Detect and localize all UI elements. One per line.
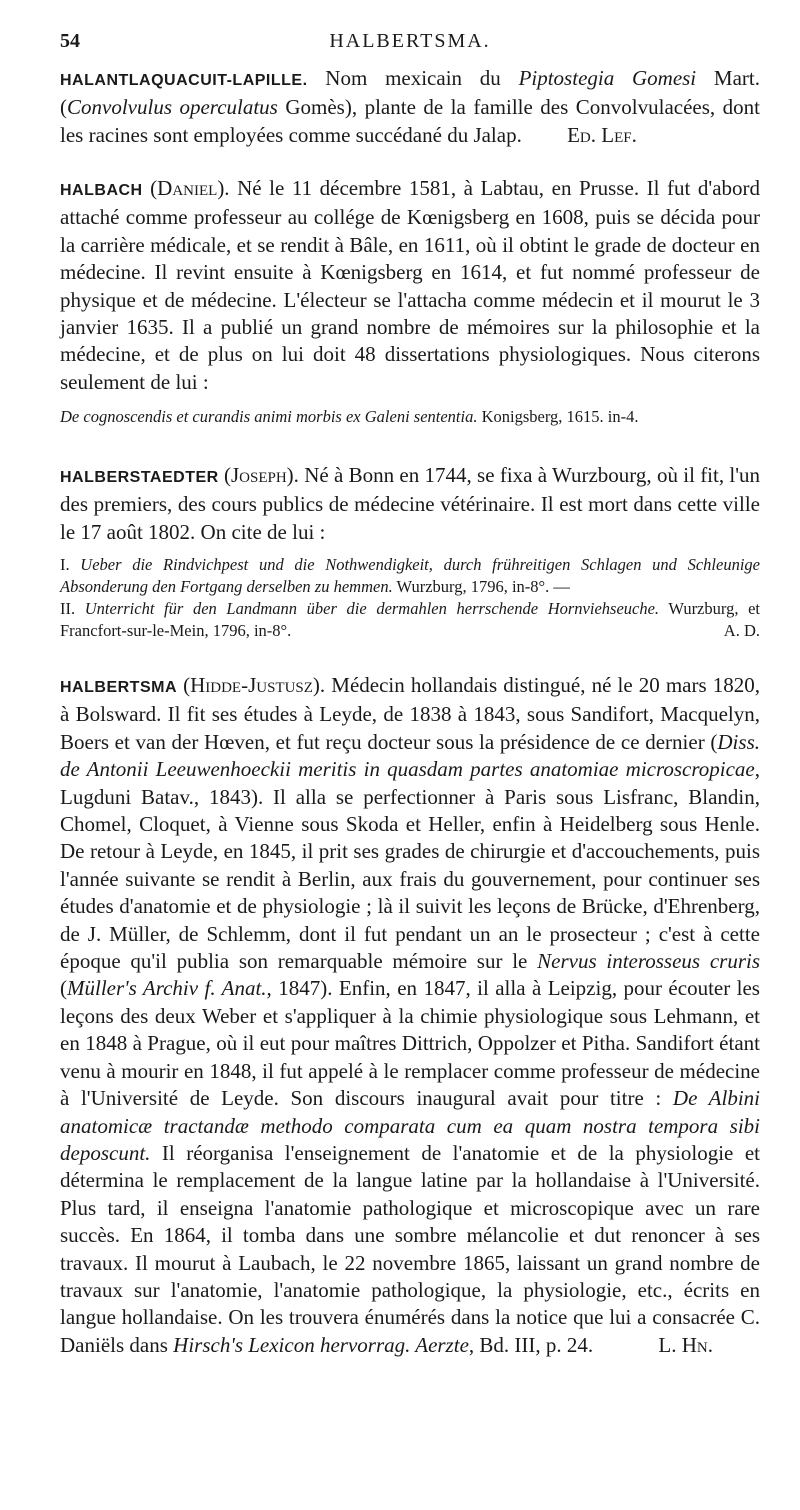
page-number: 54 — [60, 30, 80, 52]
headword: HALBACH — [60, 182, 143, 199]
entry-body: HALBACH (Daniel). Né le 11 décembre 1581, à Labtau, en Prusse. Il fut d'abord attaché comme professeur au collége de Kœnigsberg en 1608, puis se décida pour la carrière médicale, et se rendit à Bâle, en 1611, où il obtint le grade de docteur en médecine. Il revint ensuite à Kœnigsberg en 1614, et fut nommé professeur de physique et de médecine. L'électeur se l'attacha comme médecin et il mourut le 3 janvier 1635. Il a publié un grand nombre de mémoires sur la philosophie et la médecine, et de plus on lui doit 48 dissertations physiologiques. Nous citerons seulement de lui : — [60, 176, 761, 394]
entry-halbach — [60, 175, 760, 428]
headword: HALANTLAQUACUIT-LAPILLE. — [60, 72, 308, 89]
entry-halantlaquacuit — [60, 65, 760, 149]
forename: (Hidde-Justusz). — [183, 673, 326, 697]
author-signature: Ed. Lef. — [567, 122, 637, 147]
author-signature: A. D. — [723, 621, 760, 641]
running-title: HALBERTSMA. — [329, 30, 491, 52]
headword: HALBERSTAEDTER — [60, 469, 219, 486]
page-header — [60, 30, 760, 60]
entry-body: HALANTLAQUACUIT-LAPILLE. Nom mexicain du Piptostegia Gomesi Mart. (Convolvulus operculatus Gomès), plante de la famille des Convolvulacées, dont les racines sont employées comme succédané du Jalap. Ed. Lef. — [60, 66, 760, 147]
bibliography: I. Ueber die Rindvichpest und die Nothwendigkeit, durch frühreitigen Schlagen und Schleunige Absonderung den Fortgang derselben zu hemmen. Wurzburg, 1796, in-8°. — II. Unterricht für den Landmann über die dermahlen herrschende Hornviehseuche. Wurzburg, et Francfort-sur-le-Mein, 1796, in-8°. A. D. — [60, 555, 760, 641]
entry-halbertsma — [60, 672, 760, 1359]
bibliography: De cognoscendis et curandis animi morbis ex Galeni sententia. Konigsberg, 1615. in-4. — [60, 407, 639, 427]
entry-body: HALBERTSMA (Hidde-Justusz). Médecin hollandais distingué, né le 20 mars 1820, à Bolsward. Il fit ses études à Leyde, de 1838 à 1843, sous Sandifort, Macquelyn, Boers et van der Hœven, et fut reçu docteur sous la présidence de ce dernier (Diss. de Antonii Leeuwenhoeckii meritis in quasdam partes anatomiae microscropicae, Lugduni Batav., 1843). Il alla se perfectionner à Paris sous Lisfranc, Blandin, Chomel, Cloquet, à Vienne sous Skoda et Heller, enfin à Heidelberg sous Henle. De retour à Leyde, en 1845, il prit ses grades de chirurgie et d'accouchements, puis l'année suivante se rendit à Berlin, aux frais du gouvernement, pour continuer ses études d'anatomie et de physiologie ; là il suivit les leçons de Brücke, d'Ehrenberg, de J. Müller, de Schlemm, dont il fut pendant un an le prosecteur ; c'est à cette époque qu'il publia son remarquable mémoire sur le Nervus interosseus cruris (Müller's Archiv f. Anat., 1847). Enfin, en 1847, il alla à Leipzig, pour écouter les leçons des deux Weber et s'appliquer à la chimie physiologique sous Lehmann, et en 1848 à Prague, où il eut pour maîtres Dittrich, Oppolzer et Pitha. Sandifort étant venu à mourir en 1848, il fut appelé à le remplacer comme professeur de médecine à l'Université de Leyde. Son discours inaugural avait pour titre : De Albini anatomicæ tractandæ methodo comparata cum ea quam nostra tempora sibi deposcunt. Il réorganisa l'enseignement de l'anatomie et de la physiologie et détermina le remplacement de la langue latine par la hollandaise à l'Université. Plus tard, il enseigna l'anatomie pathologique et microscopique avec un rare succès. En 1864, il tomba dans une sombre mélancolie et dut renoncer à ses travaux. Il mourut à Laubach, le 22 novembre 1865, laissant un grand nombre de travaux sur l'anatomie, l'anatomie pathologique, la physiologie, etc., écrits en langue hollandaise. On les trouvera énumérés dans la notice que lui a consacrée C. Daniëls dans Hirsch's Lexicon hervorrag. Aerzte, Bd. III, p. 24. L. Hn. — [60, 673, 761, 1357]
forename: (Joseph). — [224, 463, 299, 487]
forename: (Daniel). — [150, 176, 230, 200]
entry-halberstaedter — [60, 462, 760, 642]
entry-body: HALBERSTAEDTER (Joseph). Né à Bonn en 1744, se fixa à Wurzbourg, où il fit, l'un des premiers, des cours publics de médecine vétérinaire. Il est mort dans cette ville le 17 août 1802. On cite de lui : — [60, 463, 761, 544]
headword: HALBERTSMA — [60, 679, 177, 696]
author-signature: L. Hn. — [658, 1332, 713, 1357]
